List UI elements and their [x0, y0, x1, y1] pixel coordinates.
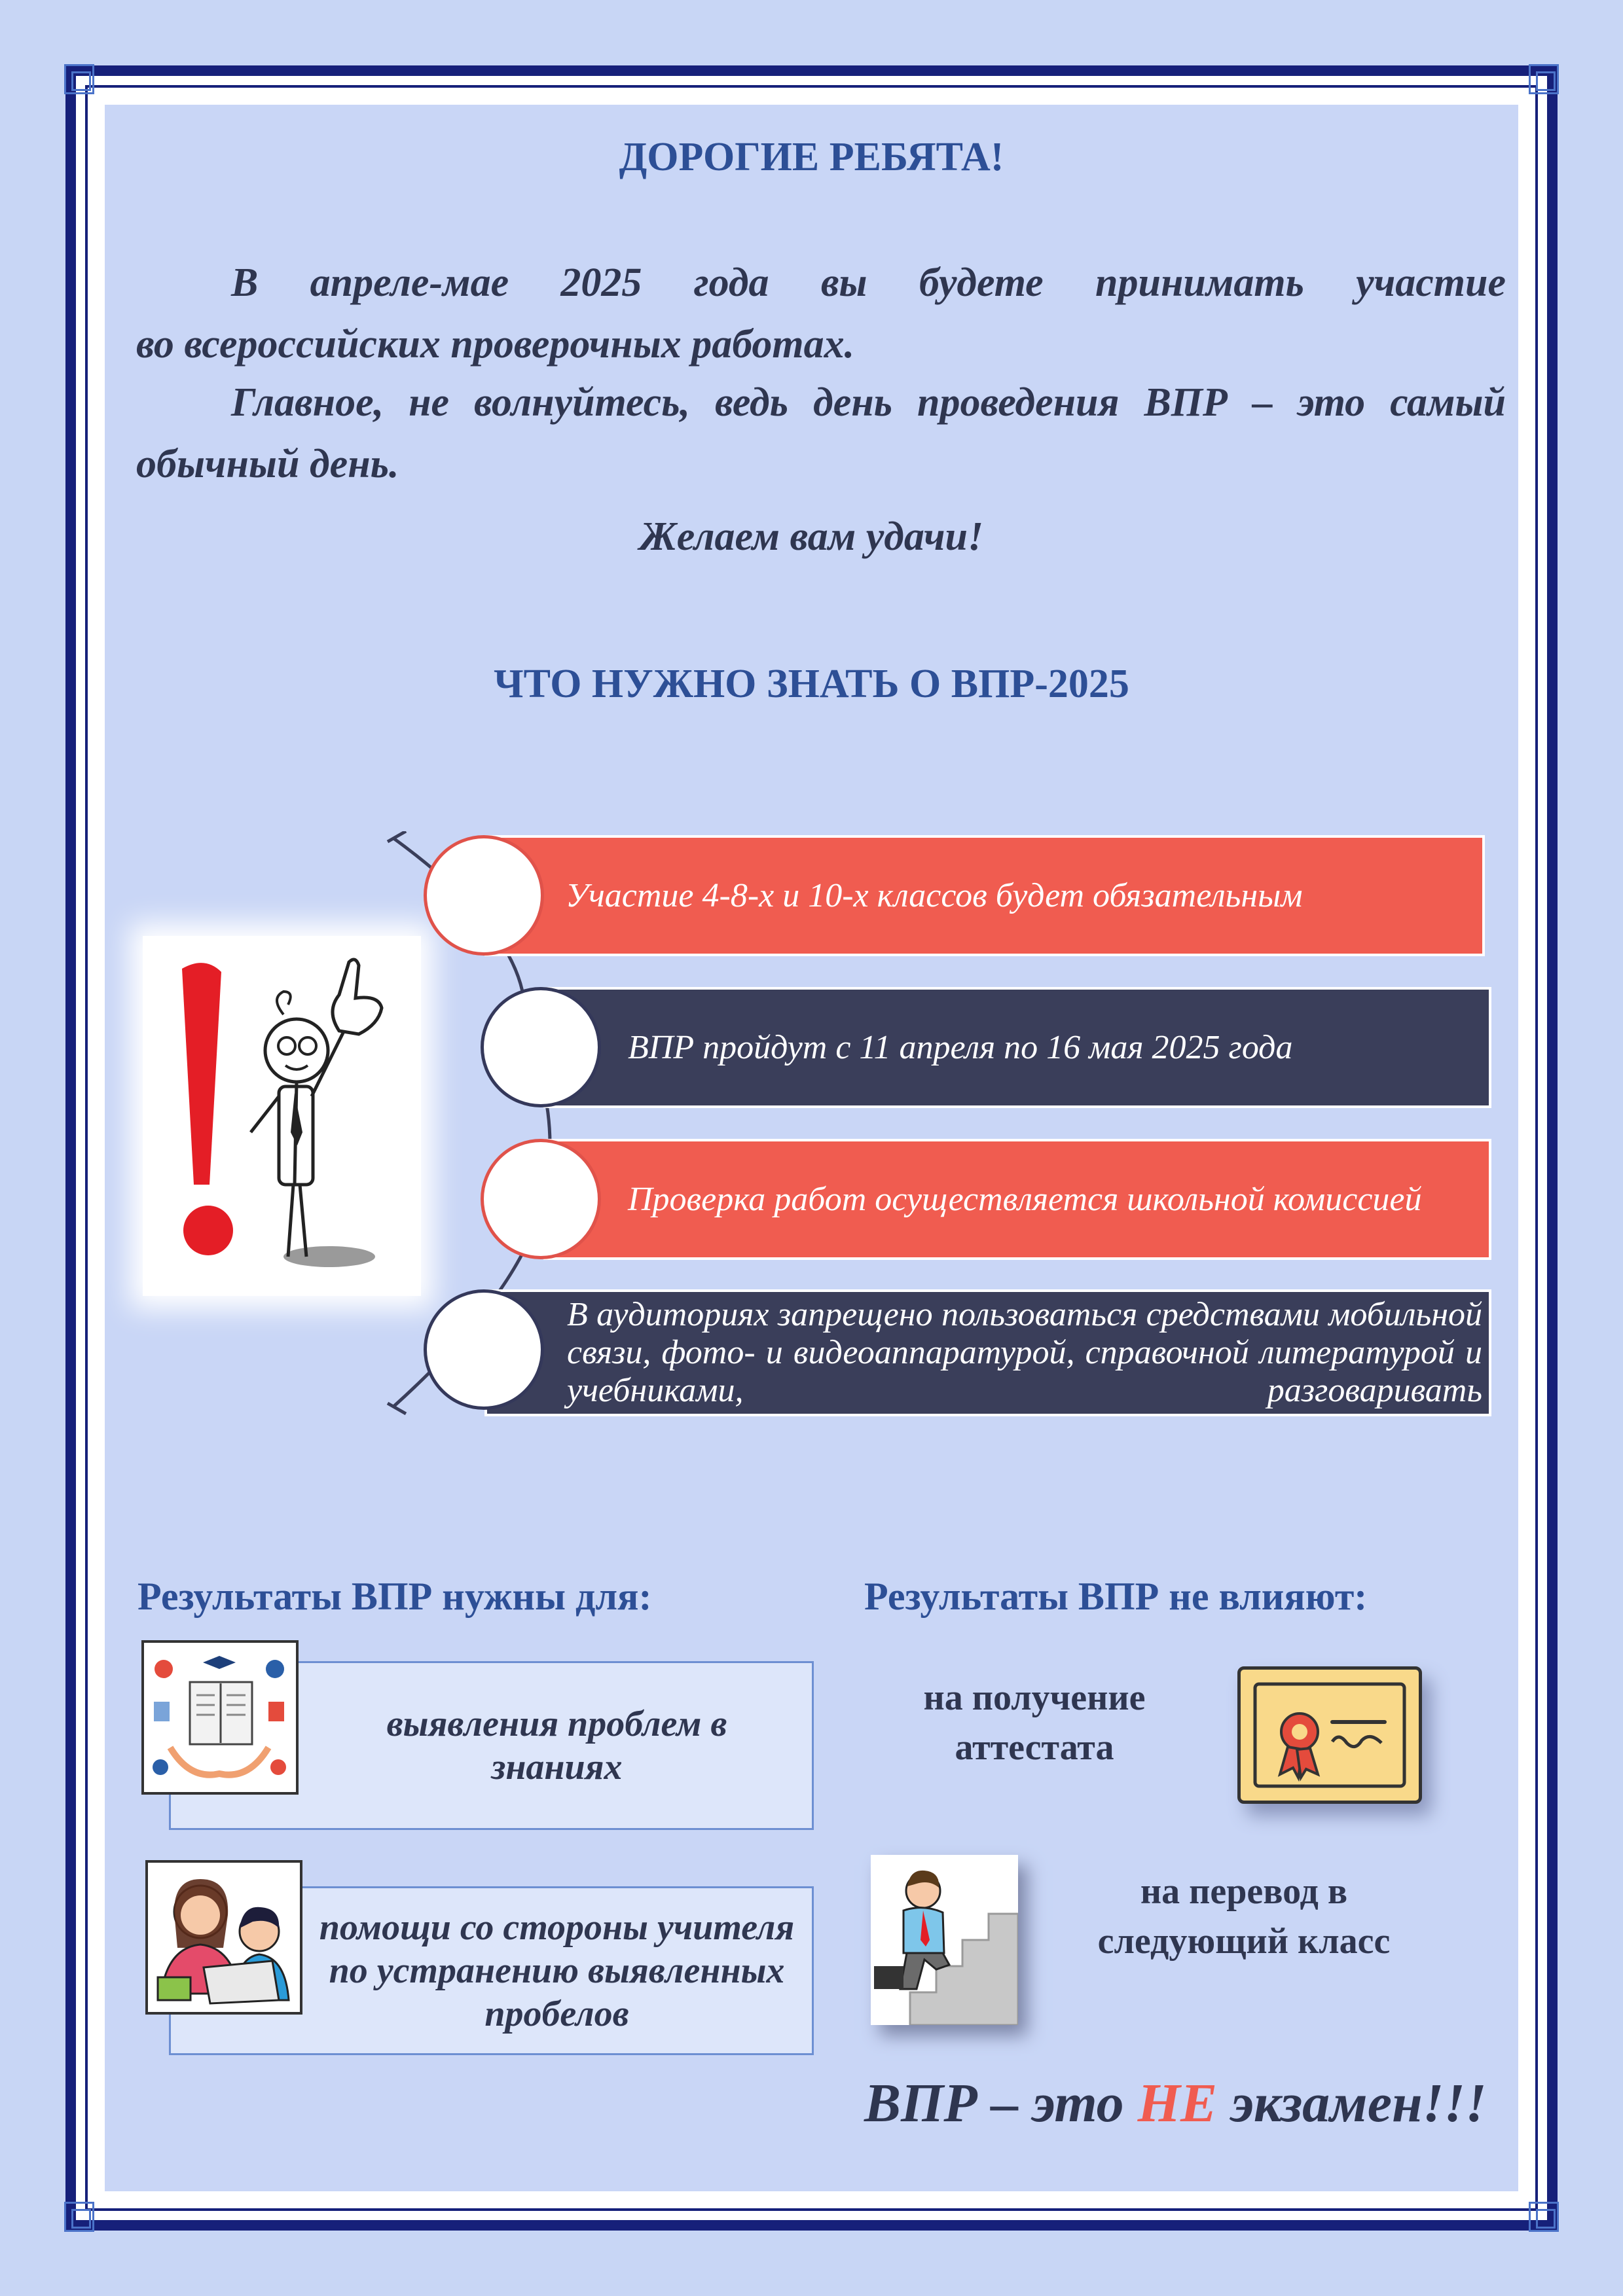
education-icons-icon: [141, 1640, 299, 1795]
needed-for-text-1: выявления проблем в знаниях: [386, 1704, 727, 1787]
slogan-suffix: экзамен!!!: [1217, 2073, 1487, 2134]
intro-p2-line1: Главное, не волнуйтесь, ведь день проведения ВПР – это самый: [231, 380, 1506, 425]
certificate-icon: [1237, 1666, 1422, 1804]
fact-circle-4: [424, 1289, 544, 1410]
fact-circle-2: [481, 987, 601, 1107]
fact-bar-3: [543, 1139, 1491, 1260]
intro-paragraph-2: [136, 372, 1506, 433]
intro-p2-line2: обычный день.: [136, 442, 399, 486]
corner-ornament-icon: [1529, 64, 1559, 94]
greeting-heading: ДОРОГИЕ РЕБЯТА!: [619, 135, 1004, 179]
exclamation-stickman-icon: [143, 936, 421, 1296]
needed-for-text-2: помощи со стороны учителя по устранению выявленных пробелов: [319, 1907, 795, 2034]
needed-for-title: Результаты ВПР нужны для:: [137, 1575, 652, 1618]
intro-p1-line1: В апреле-мае 2025 года вы будете принимать участие: [231, 260, 1506, 305]
corner-ornament-icon: [64, 2202, 94, 2232]
not-affect-title: Результаты ВПР не влияют:: [864, 1575, 1368, 1618]
not-affect-text-1: на получение аттестата: [923, 1677, 1146, 1768]
wish-text: Желаем вам удачи!: [639, 514, 984, 559]
intro-p1-line2: во всероссийских проверочных работах.: [136, 322, 855, 367]
teacher-student-icon: [145, 1860, 302, 2015]
slogan-highlight: НЕ: [1137, 2073, 1218, 2134]
intro-paragraph-1: [136, 252, 1506, 314]
fact-circle-1: [424, 835, 544, 956]
fact-bar-4: [484, 1289, 1491, 1416]
fact-bar-1: [484, 835, 1485, 956]
slogan: [864, 2072, 1487, 2135]
fact-text-2: ВПР пройдут с 11 апреля по 16 мая 2025 года: [628, 1028, 1293, 1066]
fact-bar-2: [543, 987, 1491, 1108]
section-title: ЧТО НУЖНО ЗНАТЬ О ВПР-2025: [494, 662, 1129, 706]
not-affect-text-2: на перевод в следующий класс: [1097, 1871, 1391, 1962]
fact-circle-3: [481, 1139, 601, 1259]
slogan-prefix: ВПР – это: [864, 2073, 1138, 2134]
stairs-businessman-icon: [871, 1855, 1018, 2025]
fact-text-4: В аудиториях запрещено пользоваться средствами мобильной связи, фото- и видеоаппаратурой, справочной литературой и учебниками, разговаривать: [567, 1296, 1482, 1409]
corner-ornament-icon: [64, 64, 94, 94]
corner-ornament-icon: [1529, 2202, 1559, 2232]
fact-text-3: Проверка работ осуществляется школьной комиссией: [628, 1180, 1422, 1218]
fact-text-1: Участие 4-8-х и 10-х классов будет обязательным: [566, 876, 1303, 914]
